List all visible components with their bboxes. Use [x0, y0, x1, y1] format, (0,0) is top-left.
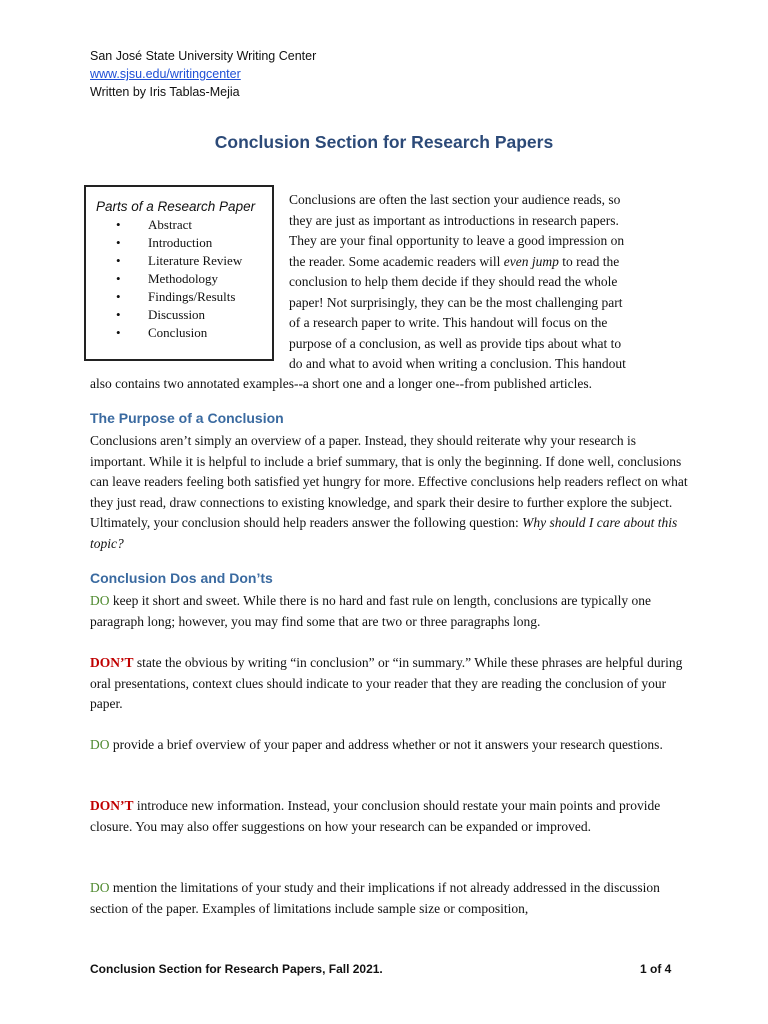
intro-paragraph: [289, 190, 671, 375]
dont-text: state the obvious by writing “in conclusion” or “in summary.” While these phrases are helpful during oral presentations, context clues should indicate to your reader that they are reading the conclusion of your paper.: [90, 655, 683, 711]
document-header: [90, 47, 316, 101]
parts-list-item: • Abstract: [96, 216, 272, 234]
parts-box-title: Parts of a Research Paper: [96, 199, 256, 214]
dont-text: introduce new information. Instead, your conclusion should restate your main points and provide closure. You may also offer suggestions on how your research can be expanded or improved.: [90, 798, 661, 834]
parts-list-item: • Introduction: [96, 234, 272, 252]
parts-list-item: • Discussion: [96, 306, 272, 324]
org-name: San José State University Writing Center: [90, 49, 317, 63]
parts-list-item: • Literature Review: [96, 252, 272, 270]
intro-line: purpose of a conclusion, as well as provide tips about what to: [289, 335, 622, 351]
footer-title: Conclusion Section for Research Papers, Fall 2021.: [90, 962, 383, 976]
author-line: Written by Iris Tablas-Mejia: [90, 85, 240, 99]
intro-line: paper! Not surprisingly, they can be the most challenging part: [289, 294, 623, 310]
dont-item: [90, 796, 690, 837]
do-label: DO: [90, 880, 110, 895]
purpose-paragraph: [90, 431, 690, 554]
do-item: [90, 591, 690, 632]
dont-label: DON’T: [90, 655, 134, 670]
purpose-text: Conclusions aren’t simply an overview of a paper. Instead, they should reiterate why your research is important. While it is helpful to include a brief summary, that is only the beginning. If done well, conclusions can leave readers feeling both satisfied yet hungry for more. Effective conclusions help readers reflect on what they just read, draw connections to existing knowledge, and spark their desire to further explore the subject. Ultimately, your conclusion should help readers answer the following question:: [90, 433, 688, 530]
intro-emphasis: even jump: [503, 253, 559, 269]
do-label: DO: [90, 593, 110, 608]
intro-line: of a research paper to write. This handout will focus on the: [289, 315, 608, 330]
dont-item: [90, 653, 690, 715]
do-item: [90, 878, 690, 919]
parts-list-item: • Conclusion: [96, 324, 272, 342]
intro-line: [289, 252, 671, 273]
do-label: DO: [90, 737, 110, 752]
do-item: [90, 735, 690, 756]
parts-of-paper-box: [84, 185, 274, 361]
parts-list: [96, 216, 272, 342]
do-text: provide a brief overview of your paper and address whether or not it answers your research questions.: [109, 737, 663, 752]
intro-line: Conclusions are often the last section your audience reads, so: [289, 192, 621, 207]
intro-line: They are your final opportunity to leave a good impression on: [289, 233, 625, 248]
parts-list-item: • Methodology: [96, 270, 272, 288]
do-text: keep it short and sweet. While there is no hard and fast rule on length, conclusions are typically one paragraph long; however, you may find some that are two or three paragraphs long.: [90, 593, 651, 629]
page-number: 1 of 4: [640, 962, 672, 976]
dos-donts-heading: Conclusion Dos and Don’ts: [90, 570, 273, 586]
do-text: mention the limitations of your study and their implications if not already addressed in the discussion section of the paper. Examples of limitations include sample size or composition,: [90, 880, 660, 916]
intro-text: the reader. Some academic readers will: [289, 253, 504, 269]
purpose-question: Why should I care about this topic?: [90, 515, 678, 551]
intro-last-line: also contains two annotated examples--a short one and a longer one--from published articles.: [90, 376, 592, 391]
page-title: Conclusion Section for Research Papers: [214, 132, 554, 152]
intro-line: they are just as important as introductions in research papers.: [289, 212, 619, 228]
writing-center-link[interactable]: www.sjsu.edu/writingcenter: [90, 67, 241, 81]
dont-label: DON’T: [90, 798, 134, 813]
parts-list-item: • Findings/Results: [96, 288, 272, 306]
intro-line: do and what to avoid when writing a conclusion. This handout: [289, 356, 626, 371]
intro-line: conclusion to help them decide if they should read the whole: [289, 274, 618, 289]
intro-text: to read the: [558, 253, 620, 269]
purpose-heading: The Purpose of a Conclusion: [90, 410, 284, 426]
